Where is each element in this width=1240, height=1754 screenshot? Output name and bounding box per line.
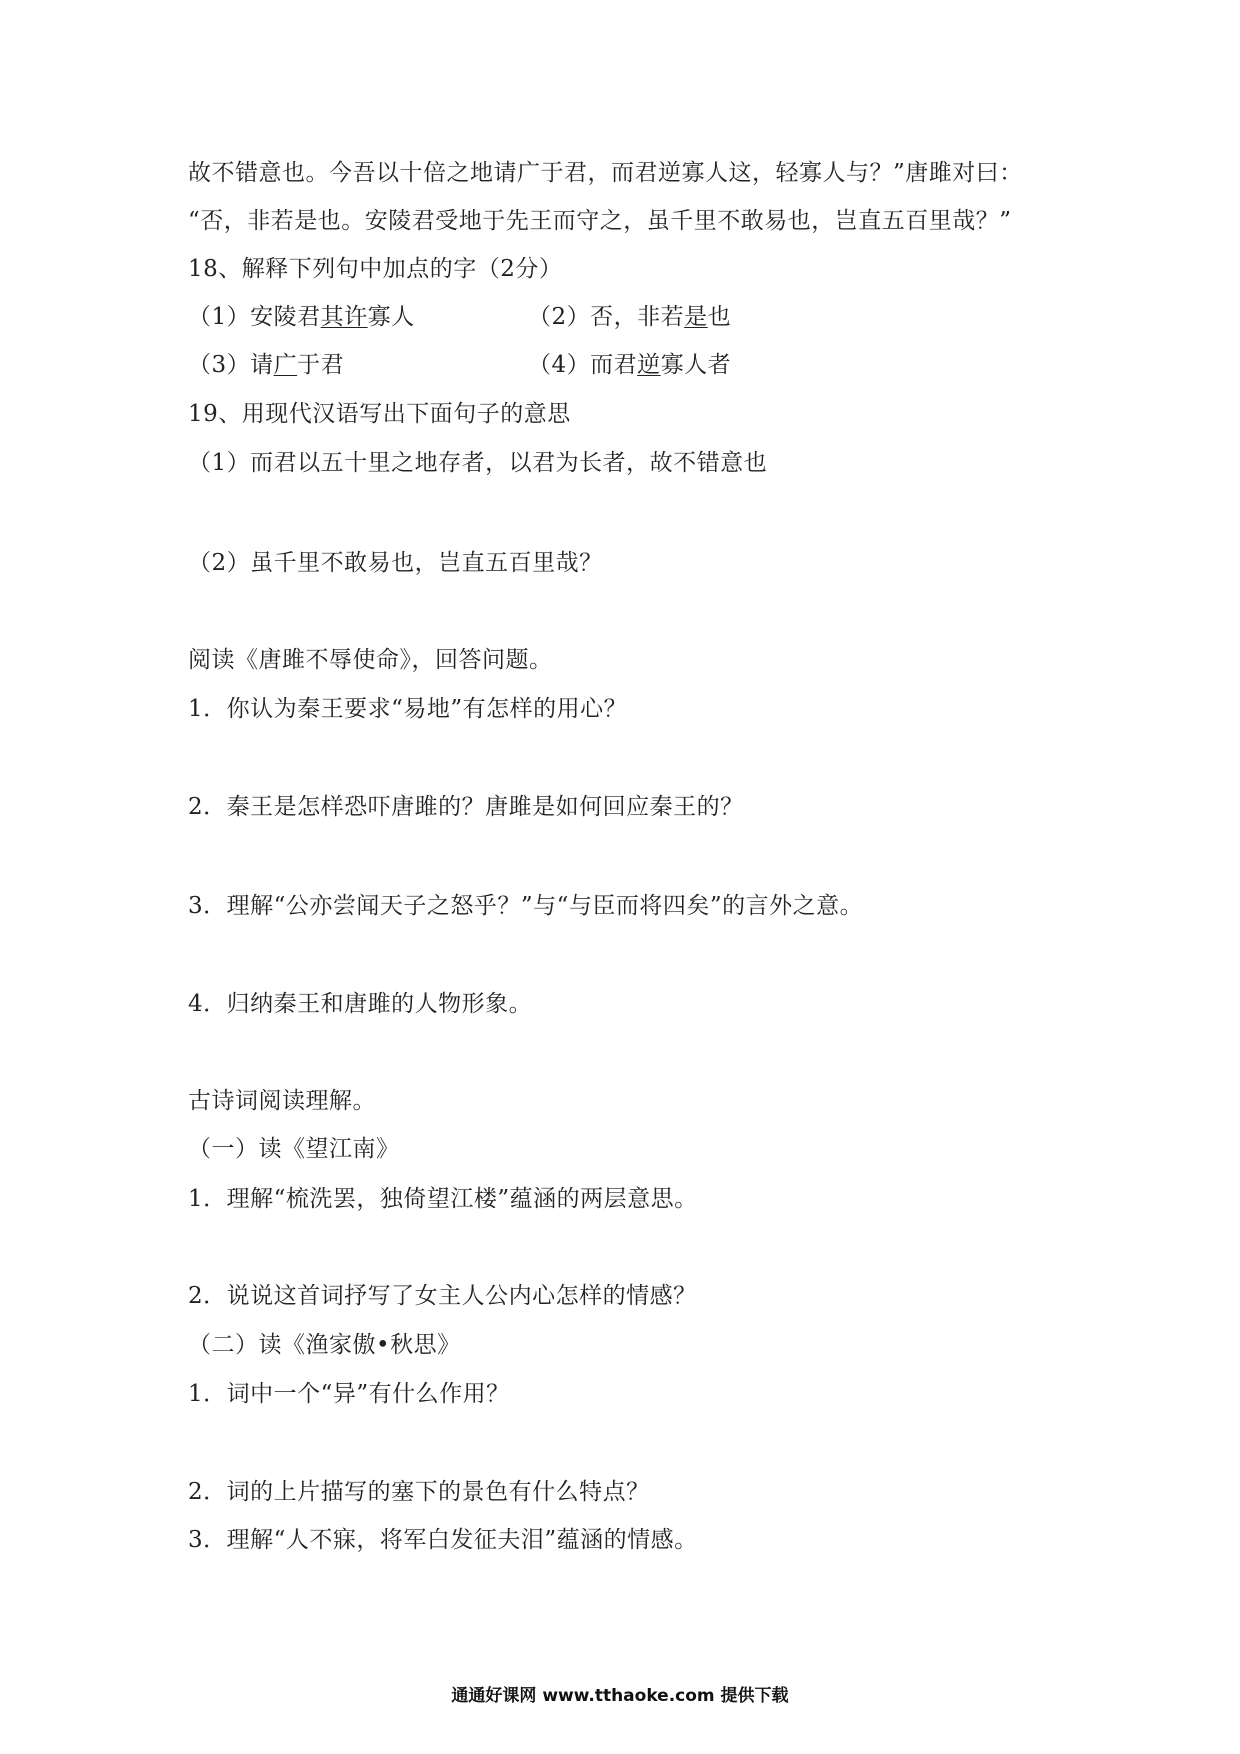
poetry-part-1-title: （一）读《望江南》 [188, 1136, 400, 1162]
question-19-item-2: （2）虽千里不敢易也，岂直五百里哉？ [188, 550, 603, 576]
passage-line-1: 故不错意也。今吾以十倍之地请广于君，而君逆寡人这，轻寡人与？”唐雎对曰： [188, 160, 1023, 186]
poetry-part-1-question-1: 1．理解“梳洗罢，独倚望江楼”蕴涵的两层意思。 [188, 1186, 698, 1212]
q18-item-4-marked: 逆 [637, 352, 661, 378]
q18-item-3-marked: 广 [273, 352, 298, 378]
reading-question-3: 3．理解“公亦尝闻天子之怒乎？”与“与臣而将四矣”的言外之意。 [188, 893, 864, 919]
passage-line-2: “否，非若是也。安陵君受地于先王而守之，虽千里不敢易也，岂直五百里哉？” [188, 208, 1012, 234]
q18-item-2: （2）否，非若是也 [528, 304, 732, 330]
question-19-item-1: （1）而君以五十里之地存者，以君为长者，故不错意也 [188, 450, 768, 476]
q18-item-1-marked: 其许 [320, 304, 368, 330]
question-18-row-1 [188, 302, 732, 332]
reading-question-2: 2．秦王是怎样恐吓唐雎的？唐雎是如何回应秦王的？ [188, 794, 744, 820]
poetry-part-2-question-3: 3．理解“人不寐，将军白发征夫泪”蕴涵的情感。 [188, 1527, 698, 1553]
poetry-section-title: 古诗词阅读理解。 [188, 1088, 376, 1114]
poetry-part-2-title: （二）读《渔家傲•秋思》 [188, 1332, 461, 1358]
q18-item-3: （3）请广于君 [188, 352, 345, 378]
page-footer: 通通好课网 www.tthaoke.com 提供下载 [451, 1686, 789, 1706]
question-18-row-2 [188, 350, 732, 380]
question-19-title: 19、用现代汉语写出下面句子的意思 [188, 401, 571, 427]
poetry-part-1-question-2: 2．说说这首词抒写了女主人公内心怎样的情感？ [188, 1283, 697, 1309]
q18-item-1: （1）安陵君其许寡人 [188, 304, 415, 330]
poetry-part-2-question-1: 1．词中一个“异”有什么作用？ [188, 1381, 510, 1407]
reading-question-4: 4．归纳秦王和唐雎的人物形象。 [188, 991, 533, 1017]
reading-section-title: 阅读《唐雎不辱使命》，回答问题。 [188, 647, 553, 673]
question-18-title: 18、解释下列句中加点的字（2分） [188, 256, 563, 282]
q18-item-2-marked: 是 [684, 304, 708, 330]
poetry-part-2-question-2: 2．词的上片描写的塞下的景色有什么特点？ [188, 1479, 650, 1505]
q18-item-4: （4）而君逆寡人者 [528, 352, 732, 378]
reading-question-1: 1．你认为秦王要求“易地”有怎样的用心？ [188, 696, 628, 722]
